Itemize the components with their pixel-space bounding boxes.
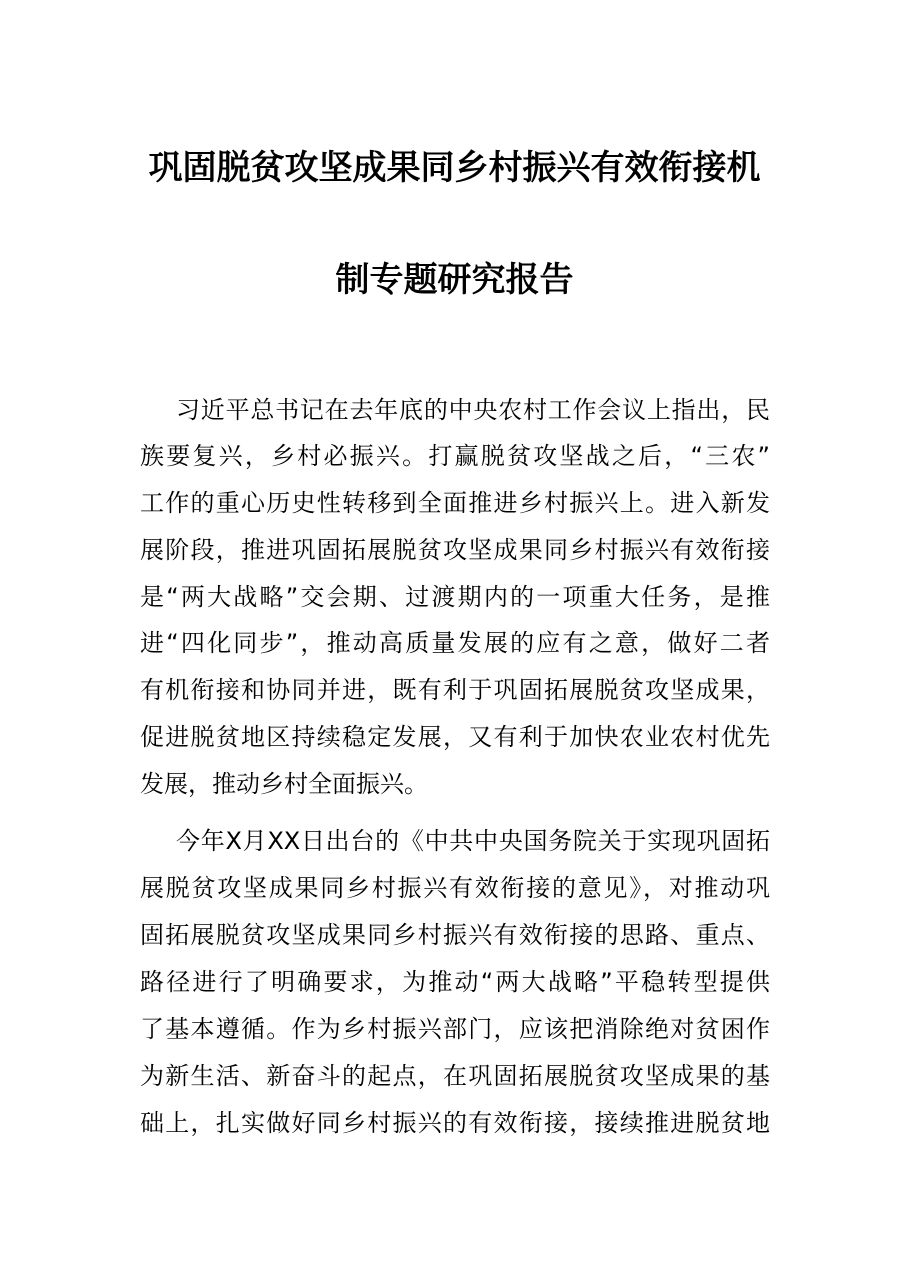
document-title-line-1: 巩固脱贫攻坚成果同乡村振兴有效衔接机 bbox=[148, 148, 761, 188]
paragraph-2-line-3: 固拓展脱贫攻坚成果同乡村振兴有效衔接的思路、重点、 bbox=[140, 921, 770, 949]
paragraph-2-line-1: 今年X月XX日出台的《中共中央国务院关于实现巩固拓 bbox=[176, 827, 770, 855]
paragraph-1-line-2: 族要复兴，乡村必振兴。打赢脱贫攻坚战之后，“三农” bbox=[140, 442, 770, 470]
paragraph-1-line-6: 进“四化同步”，推动高质量发展的应有之意，做好二者 bbox=[140, 629, 770, 657]
paragraph-2-line-2: 展脱贫攻坚成果同乡村振兴有效衔接的意见》，对推动巩 bbox=[140, 874, 770, 902]
paragraph-2-line-5: 了基本遵循。作为乡村振兴部门，应该把消除绝对贫困作 bbox=[140, 1015, 770, 1043]
paragraph-1-line-1: 习近平总书记在去年底的中央农村工作会议上指出，民 bbox=[176, 396, 770, 424]
paragraph-1-line-9: 发展，推动乡村全面振兴。 bbox=[140, 770, 428, 798]
paragraph-1-line-4: 展阶段，推进巩固拓展脱贫攻坚成果同乡村振兴有效衔接 bbox=[140, 536, 770, 564]
paragraph-1-line-3: 工作的重心历史性转移到全面推进乡村振兴上。进入新发 bbox=[140, 489, 770, 517]
paragraph-1-line-7: 有机衔接和协同并进，既有利于巩固拓展脱贫攻坚成果， bbox=[140, 676, 770, 704]
document-title-line-2: 制专题研究报告 bbox=[335, 260, 574, 300]
paragraph-2-line-7: 础上，扎实做好同乡村振兴的有效衔接，接续推进脱贫地 bbox=[140, 1109, 770, 1137]
paragraph-1-line-8: 促进脱贫地区持续稳定发展，又有利于加快农业农村优先 bbox=[140, 723, 770, 751]
paragraph-2-line-4: 路径进行了明确要求，为推动“两大战略”平稳转型提供 bbox=[140, 968, 770, 996]
paragraph-1-line-5: 是“两大战略”交会期、过渡期内的一项重大任务，是推 bbox=[140, 583, 770, 611]
paragraph-2-line-6: 为新生活、新奋斗的起点，在巩固拓展脱贫攻坚成果的基 bbox=[140, 1062, 770, 1090]
